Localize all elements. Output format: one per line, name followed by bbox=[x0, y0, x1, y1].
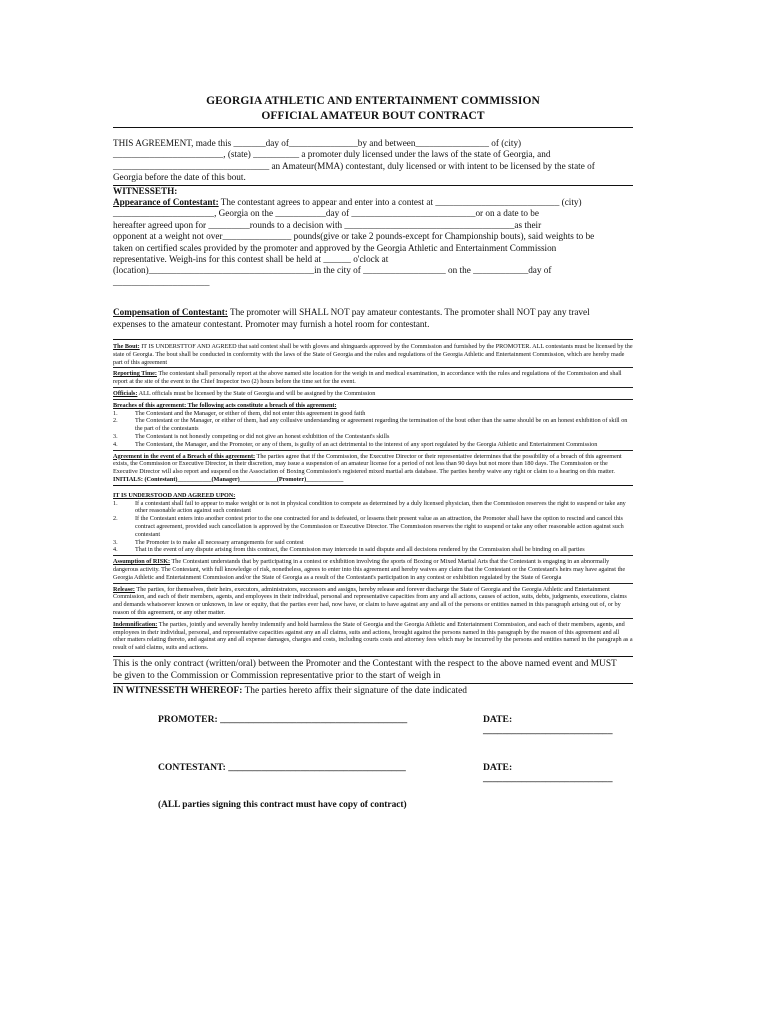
reporting-paragraph bbox=[113, 370, 633, 386]
closing-line: be given to the Commission or Commission representative prior to the start of weigh in bbox=[113, 670, 441, 681]
bout-section bbox=[113, 343, 633, 368]
compensation-line bbox=[113, 307, 633, 318]
appearance-line bbox=[113, 197, 633, 208]
bout-paragraph bbox=[113, 343, 633, 366]
bout-label: The Bout: bbox=[113, 343, 140, 351]
breach-event-section bbox=[113, 453, 633, 486]
list-number: 3. bbox=[113, 433, 118, 441]
officials-text: ALL officials must be licensed by the State of Georgia and will be assigned by the Commission bbox=[137, 390, 376, 398]
reporting-section bbox=[113, 370, 633, 388]
title-divider bbox=[113, 127, 633, 128]
compensation-label: Compensation of Contestant: bbox=[113, 307, 228, 318]
list-number: 2. bbox=[113, 417, 118, 425]
risk-label: Assumption of RISK: bbox=[113, 558, 171, 566]
list-number: 3. bbox=[113, 538, 118, 546]
list-item bbox=[113, 433, 633, 441]
compensation-text: The promoter will SHALL NOT pay amateur contestants. The promoter shall NOT pay any travel bbox=[227, 307, 590, 318]
list-text: That in the event of any dispute arising from this contract, the Commission may intercede in said dispute and all decisions rendered by the Commission shall be binding on all parties bbox=[135, 546, 585, 554]
agreement-line: THIS AGREEMENT, made this _______day of_______________by and between________________ of (city) bbox=[113, 138, 522, 148]
witnesseth-heading: WITNESSETH: bbox=[113, 185, 178, 196]
promoter-date-field[interactable]: DATE: ___________________________ bbox=[483, 713, 613, 736]
contract-title: OFFICIAL AMATEUR BOUT CONTRACT bbox=[261, 110, 485, 122]
witness-line bbox=[113, 686, 633, 698]
breach-event-paragraph bbox=[113, 453, 633, 476]
witness-text: The parties hereto affix their signature of the date indicated bbox=[242, 686, 467, 697]
risk-section bbox=[113, 558, 633, 583]
list-text: If the Contestant enters into another contest prior to the one contracted for and is defeated, or lessens their present value as an attraction, the Promoter shall have the option to rescind and cancel this contract agreement, provided such cancellation is approved by the Commission or Executive Director. The Commission reserves the right to suspend or take any other reasonable action against such contestant bbox=[135, 515, 624, 538]
closing-divider bbox=[113, 683, 633, 684]
appearance-line: ______________________, Georgia on the ___________day of ___________________________or on a date to be bbox=[113, 208, 539, 219]
section-divider bbox=[113, 339, 633, 340]
reporting-label: Reporting Time: bbox=[113, 370, 157, 378]
release-text: The parties, for themselves, their heirs, executors, administrators, successors and assigns, hereby release and forever discharge the State of Georgia and the Georgia Athletic and Entertainment Commission, and each of their members, agents, and employees in their individual, personal and representative capacities from any and all actions, causes of action, suits, debts, judgments, executions, claims and demands whatsoever known or unknown, in law or equity, that the parties ever had, now have, or claim to have against any and all of the persons or entities named in this paragraph arising out of, or by reason of this agreement, or any other matter. bbox=[113, 585, 627, 616]
risk-text: The Contestant understands that by participating in a contest or exhibition involving the sports of Boxing or Mixed Martial Arts that the Contestant is engaging in an abnormally dangerous activity. The Contestant, with full knowledge of risk, nonetheless, agrees to enter into this agreement and hereby waives any claim that the Contestant or the Contestant's heirs may have against the Georgia Athletic and Entertainment Commission and/or the State of Georgia as a result of the Contestant's participation in any contest or exhibition regulated by the State of Georgia bbox=[113, 558, 626, 581]
copy-note: (ALL parties signing this contract must have copy of contract) bbox=[158, 799, 407, 810]
officials-label: Officials: bbox=[113, 390, 138, 398]
indemnification-label: Indemnification: bbox=[113, 620, 158, 628]
agreement-line: __________________________________ an Amateur(MMA) contestant, duly licensed or with intent to be licensed by the state of bbox=[113, 160, 595, 171]
list-number: 4. bbox=[113, 546, 118, 554]
compensation-line: expenses to the amateur contestant. Promoter may furnish a hotel room for contestant. bbox=[113, 318, 430, 329]
officials-section bbox=[113, 390, 633, 400]
witness-label: IN WITNESSETH WHEREOF: bbox=[113, 686, 243, 697]
list-text: The Contestant, the Manager, and the Promoter, or any of them, is guilty of an act detrimental to the interest of any sport regulated by the Georgia Athletic and Entertainment Commission bbox=[135, 440, 598, 448]
list-number: 4. bbox=[113, 440, 118, 448]
list-text: The Contestant and the Manager, or either of them, did not enter this agreement in good faith bbox=[135, 409, 366, 417]
list-item bbox=[113, 410, 633, 418]
indemnification-section bbox=[113, 621, 633, 653]
list-item bbox=[113, 441, 633, 449]
appearance-line: hereafter agreed upon for _________rounds to a decision with _____________________________________as their bbox=[113, 219, 542, 230]
list-item bbox=[113, 539, 633, 547]
initials-line: INITIALS: (Contestant)___________(Manager)____________(Promoter)____________ bbox=[113, 476, 344, 484]
list-item bbox=[113, 500, 633, 516]
indemnification-text: The parties, jointly and severally hereby indemnify and hold harmless the State of Georgia and the Georgia Athletic and Entertainment Commission, and each of their members, agents, and employees in their individual, personal, and representative capacities against any an all claims, suits and actions, brought against the persons named in this paragraph by the reason of this agreement and all other matters relating thereto, and against any and all expense damages, charges and costs, including courts costs and attorney fees which may be incurred by the persons and entities named in the paragraph as a result of said claims, suits and actions. bbox=[113, 620, 633, 652]
appearance-line: opponent at a weight not over_______________ pounds(give or take 2 pounds-except for Championship bouts), said weights to be bbox=[113, 231, 595, 242]
appearance-line: representative. Weigh-ins for this contest shall be held at ______ o'clock at bbox=[113, 254, 389, 265]
breaches-list bbox=[113, 410, 633, 449]
appearance-line: _____________________ bbox=[113, 276, 210, 287]
breach-event-label: Agreement in the event of a Breach of this agreement: bbox=[113, 452, 256, 460]
appearance-label: Appearance of Contestant: bbox=[113, 197, 219, 208]
list-text: The Contestant or the Manager, or either of them, had any collusive understanding or agreement regarding the termination of the bout other than the same should be on an honest exhibition of skill on the part of the contestants bbox=[135, 417, 628, 433]
list-number: 1. bbox=[113, 499, 118, 507]
contestant-signature-field[interactable]: CONTESTANT: _____________________________________ bbox=[158, 761, 406, 773]
closing-line: This is the only contract (written/oral) between the Promoter and the Contestant with the respect to the above named event and MUST bbox=[113, 658, 617, 669]
agreement-line: ________________________, (state) __________ a promoter duly licensed under the laws of the state of Georgia, and bbox=[113, 149, 551, 160]
release-paragraph bbox=[113, 586, 633, 617]
list-number: 1. bbox=[113, 409, 118, 417]
witnesseth-section bbox=[113, 186, 633, 289]
breaches-section bbox=[113, 402, 633, 451]
agreement-line: Georgia before the date of this bout. bbox=[113, 172, 246, 183]
officials-paragraph bbox=[113, 390, 633, 398]
promoter-signature-row bbox=[113, 714, 633, 736]
understood-list bbox=[113, 500, 633, 555]
commission-title: GEORGIA ATHLETIC AND ENTERTAINMENT COMMISSION bbox=[206, 95, 540, 107]
list-text: The Contestant is not honestly competing or did not give an honest exhibition of the Contestant's skills bbox=[135, 433, 390, 441]
breaches-heading: Breaches of this agreement: The following acts constitute a breach of this agreement: bbox=[113, 401, 337, 409]
promoter-signature-field[interactable]: PROMOTER: _______________________________________ bbox=[158, 713, 408, 725]
compensation-section bbox=[113, 307, 633, 330]
understood-section bbox=[113, 492, 633, 556]
indemnification-paragraph bbox=[113, 621, 633, 652]
appearance-text: The contestant agrees to appear and enter into a contest at ___________________________ (city) bbox=[218, 197, 582, 208]
bout-text: IT IS UNDERSTTOF AND AGREED that said contest shall be with gloves and shinguards approved by the Commission and furnished by the PROMOTER. ALL contestants must be licensed by the state of Georgia. The bout shall be conducted in conformity with the laws of the State of Georgia and the rules and regulations of the Georgia Athletic and Entertainment Commission, which are hereby made part of this agreement bbox=[113, 343, 633, 366]
agreement-paragraph bbox=[113, 138, 633, 184]
risk-paragraph bbox=[113, 558, 633, 581]
list-item bbox=[113, 546, 633, 554]
list-number: 2. bbox=[113, 515, 118, 523]
appearance-line: (location)____________________________________in the city of __________________ on the ____________day of bbox=[113, 265, 552, 276]
breach-event-text: The parties agree that if the Commission, the Executive Director or their representative determines that the possibility of a breach of this agreement exists, the Commission or Executive Director, in their discretion, may issue a suspension of an amateur license for a period of not less than 90 days but not more than 180 days. The Commission or the Executive Director will also report and suspend on the Association of Boxing Commission's registered mixed martial arts database. The parties hereby waive any right or claim to a hearing on this matter. bbox=[113, 452, 622, 476]
release-label: Release: bbox=[113, 585, 135, 593]
closing-section bbox=[113, 656, 633, 682]
reporting-text: The contestant shall personally report at the above named site location for the weigh in and medical examination, in accordance with the rules and regulations of the Commission and shall report at the site of the event to the Chief Inspector two (2) hours before the time set for the event. bbox=[113, 370, 622, 386]
release-section bbox=[113, 586, 633, 619]
list-text: If a contestant shall fail to appear to make weight or is not in physical condition to compete as determined by a duly licensed physician, then the Commission reserves the right to suspend or take any other reasonable action against such contestant bbox=[135, 499, 626, 515]
contract-content bbox=[113, 94, 633, 810]
spacer bbox=[113, 288, 633, 307]
understood-heading: IT IS UNDERSTOOD AND AGREED UPON: bbox=[113, 491, 236, 499]
contestant-signature-row bbox=[113, 762, 633, 784]
list-item bbox=[113, 417, 633, 433]
list-item bbox=[113, 515, 633, 538]
contestant-date-field[interactable]: DATE: ___________________________ bbox=[483, 761, 613, 784]
appearance-line: taken on certified scales provided by the promoter and approved by the Georgia Athletic and Entertainment Commission bbox=[113, 242, 557, 253]
list-text: The Promoter is to make all necessary arrangements for said contest bbox=[135, 538, 304, 546]
